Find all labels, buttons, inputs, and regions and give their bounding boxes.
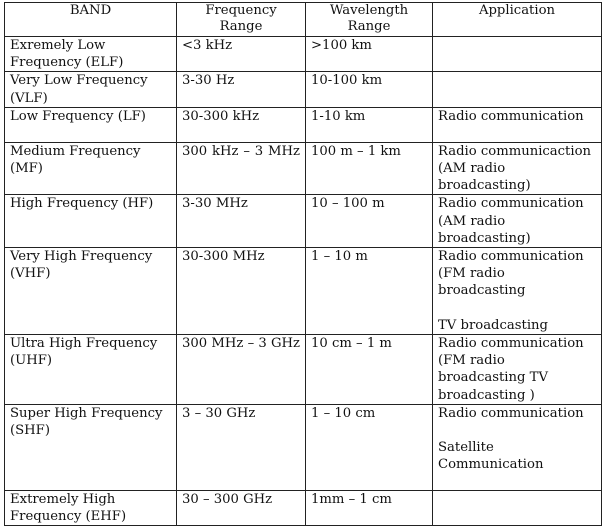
cell-frequency: 300 kHz – 3 MHz [177,142,306,195]
header-frequency: Frequency Range [177,3,306,37]
table-row [5,248,602,335]
document-page [4,2,601,526]
cell-frequency: 30 – 300 GHz [177,490,306,525]
cell-frequency: 3 – 30 GHz [177,404,306,490]
cell-frequency: 3-30 MHz [177,195,306,248]
cell-wavelength: 1 – 10 cm [306,404,433,490]
application-line: TV broadcasting [438,317,548,333]
frequency-bands-table [4,2,602,526]
cell-wavelength: 10 cm – 1 m [306,335,433,405]
application-line: Satellite Communication [438,440,544,473]
header-wavelength: Wavelength Range [306,3,433,37]
cell-wavelength: 1-10 km [306,107,433,142]
cell-band: Very Low Frequency (VLF) [5,72,177,107]
cell-wavelength: 1mm – 1 cm [306,490,433,525]
application-line: Radio communication (FM radio broadcasting [438,249,584,299]
table-row [5,142,602,195]
cell-frequency: 300 MHz – 3 GHz [177,335,306,405]
table-row [5,490,602,525]
cell-application [433,37,602,72]
cell-band: Ultra High Frequency (UHF) [5,335,177,405]
cell-band: Very High Frequency (VHF) [5,248,177,335]
table-row [5,335,602,405]
cell-frequency: 30-300 MHz [177,248,306,335]
cell-wavelength: >100 km [306,37,433,72]
spacer [438,422,596,439]
table-row [5,404,602,490]
cell-frequency: 30-300 kHz [177,107,306,142]
cell-band: Extremely High Frequency (EHF) [5,490,177,525]
header-band: BAND [5,3,177,37]
spacer [438,300,596,317]
cell-application: Radio communicaction (AM radio broadcasting) [433,142,602,195]
cell-application [433,248,602,335]
cell-band: Exremely Low Frequency (ELF) [5,37,177,72]
cell-frequency: <3 kHz [177,37,306,72]
cell-application: Radio communication (AM radio broadcasting) [433,195,602,248]
application-line: Radio communication [438,405,584,421]
cell-application: Radio communication [433,107,602,142]
table-row [5,195,602,248]
cell-wavelength: 1 – 10 m [306,248,433,335]
cell-application [433,490,602,525]
cell-application [433,72,602,107]
cell-band: Medium Frequency (MF) [5,142,177,195]
table-row [5,37,602,72]
header-application: Application [433,3,602,37]
table-header-row [5,3,602,37]
cell-band: Low Frequency (LF) [5,107,177,142]
cell-application [433,404,602,490]
table-row [5,72,602,107]
cell-wavelength: 10 – 100 m [306,195,433,248]
table-row [5,107,602,142]
cell-wavelength: 10-100 km [306,72,433,107]
cell-band: Super High Frequency (SHF) [5,404,177,490]
cell-band: High Frequency (HF) [5,195,177,248]
cell-wavelength: 100 m – 1 km [306,142,433,195]
cell-application: Radio communication (FM radio broadcasting TV broadcasting ) [433,335,602,405]
cell-frequency: 3-30 Hz [177,72,306,107]
